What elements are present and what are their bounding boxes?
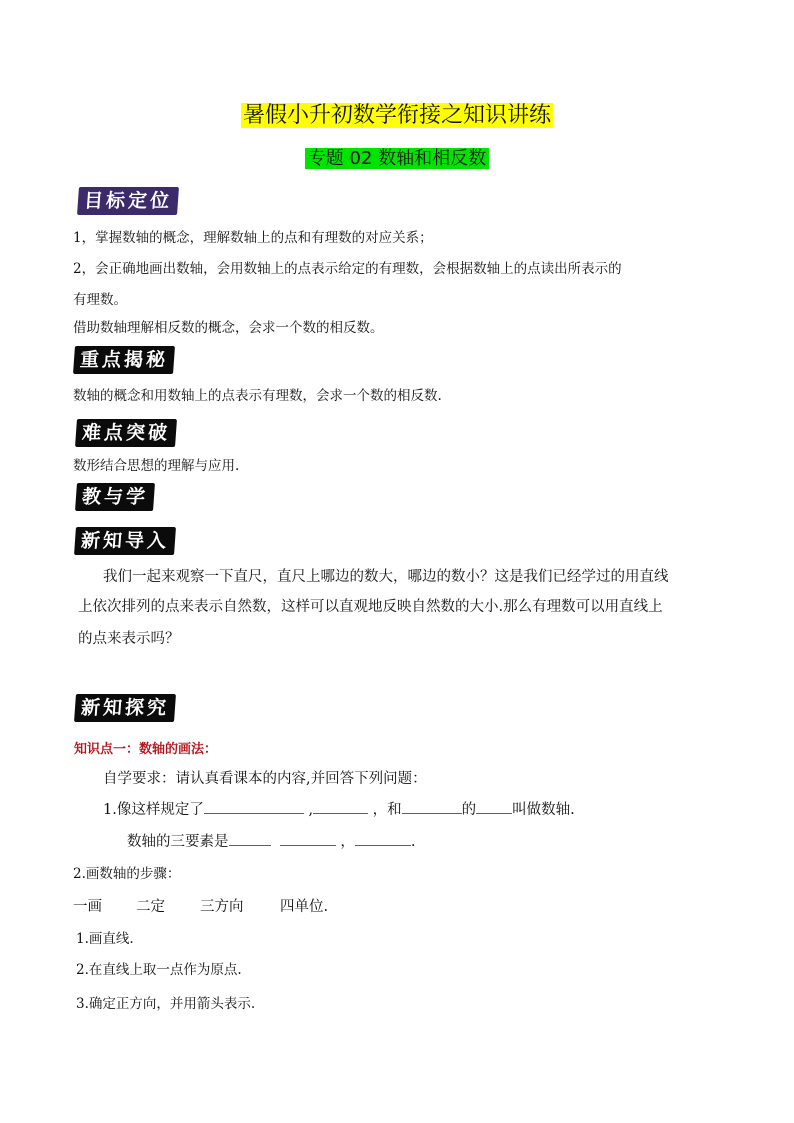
q1b-sep1: ， [335,834,355,850]
steps-word-1: 一画 [73,899,102,915]
intro-line-2: 上依次排列的点来表示自然数，这样可以直观地反映自然数的大小.那么有理数可以用直线上 [78,599,663,615]
goal-line-1: 1，掌握数轴的概念，理解数轴上的点和有理数的对应关系； [73,230,433,246]
goal-line-4: 借助数轴理解相反数的概念，会求一个数的相反数。 [73,320,384,336]
step-line-3: 3.确定正方向，并用箭头表示. [76,996,256,1012]
q1-sep3: 的 [461,802,477,818]
steps-word-3: 三方向 [200,899,244,915]
q1-sep2: ，和 [368,802,402,818]
title-main-text: 暑假小升初数学衔接之知识讲练 [242,103,551,128]
goal-line-2: 2，会正确地画出数轴，会用数轴上的点表示给定的有理数，会根据数轴上的点读出所表示的 [73,261,622,277]
q1b-prefix: 数轴的三要素是 [127,834,229,850]
document-title [0,101,794,131]
q1b-blank-1[interactable] [229,831,271,846]
difficulty-text: 数形结合思想的理解与应用. [73,458,240,474]
q1b-suffix: . [410,834,416,850]
intro-line-1: 我们一起来观察一下直尺，直尺上哪边的数大，哪边的数小？这是我们已经学过的用直线 [103,569,669,585]
q1-blank-3[interactable] [402,799,462,814]
section-difficulty-heading: 难点突破 [75,419,177,447]
section-goal-heading: 目标定位 [77,187,179,215]
section-key-heading: 重点揭秘 [73,346,175,374]
q1-blank-4[interactable] [476,799,512,814]
q1b-blank-2[interactable] [280,831,336,846]
intro-line-3: 的点来表示吗？ [78,631,180,647]
question-1b [127,831,415,853]
section-intro-heading: 新知导入 [74,527,176,555]
step-line-2: 2.在直线上取一点作为原点. [76,962,242,978]
question-1 [103,799,575,821]
q1-blank-2[interactable] [313,799,368,814]
steps-word-4: 四单位. [280,899,329,915]
q1-blank-1[interactable] [204,799,304,814]
q1-suffix: 叫做数轴. [512,802,575,818]
steps-title: 2.画数轴的步骤： [73,866,181,882]
section-explore-heading: 新知探究 [74,694,176,722]
key-text: 数轴的概念和用数轴上的点表示有理数，会求一个数的相反数. [73,388,442,404]
q1-sep1: , [303,802,314,818]
self-study-text: 自学要求：请认真看课本的内容,并回答下列问题： [103,771,427,787]
goal-line-3: 有理数。 [73,292,127,308]
q1-prefix: 1.像这样规定了 [103,802,204,818]
title-sub-text: 专题 02 数轴和相反数 [305,148,489,169]
q1b-blank-3[interactable] [355,831,411,846]
steps-word-2: 二定 [136,899,165,915]
section-teach-heading: 教与学 [75,483,155,511]
step-line-1: 1.画直线. [76,931,134,947]
document-subtitle [0,146,794,172]
knowledge-point-heading: 知识点一：数轴的画法： [74,742,218,757]
